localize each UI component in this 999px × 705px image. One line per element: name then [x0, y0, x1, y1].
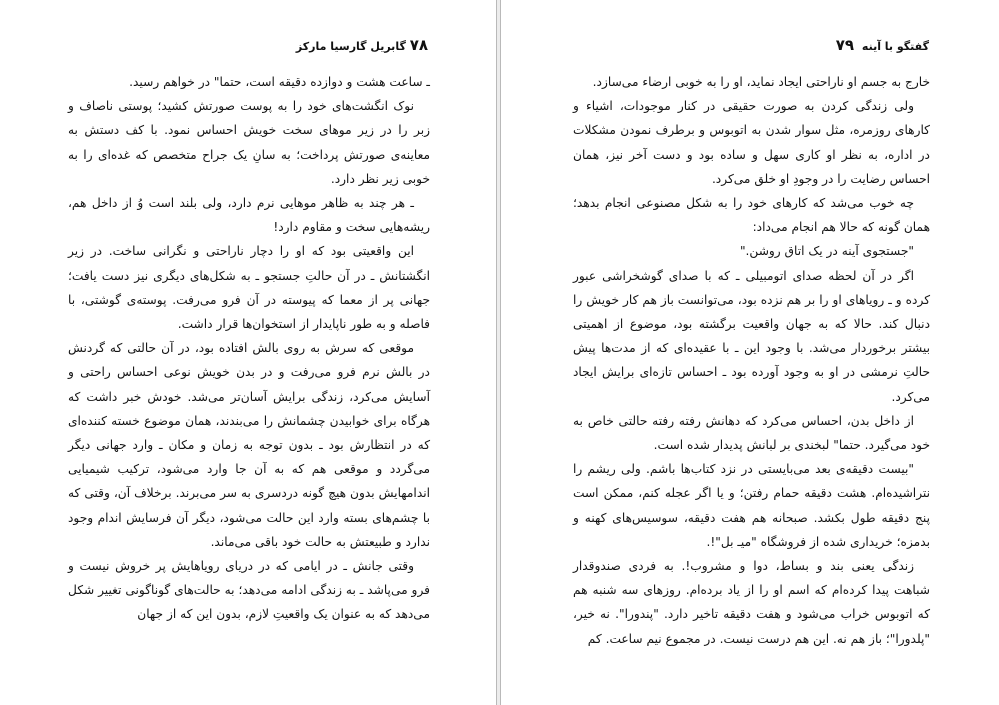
left-page-number: ۷۸	[409, 36, 428, 54]
paragraph: "جستجوی آینه در یک اتاق روشن."	[739, 244, 914, 259]
right-page-number: ۷۹	[835, 36, 855, 54]
paragraph: خارج به جسم او ناراحتی ایجاد نماید، او را به خوبی ارضاء می‌سازد.	[592, 75, 930, 89]
paragraph: ولی زندگی کردن به صورت حقیقی در کنار موجودات، اشیاء و کارهای روزمره، مثل سوار شدن به اتوبوس و برطرف نمودن مشکلات در اداره، به نظر او کاری سهل و ساده بود و دست آخر نیز، همان احساس رضایت را در وجودِ او خلق می‌کرد.	[573, 99, 930, 186]
right-page-body	[573, 70, 930, 651]
right-page	[500, 0, 999, 705]
right-running-title: گفتگو با آینه	[861, 40, 929, 53]
paragraph: ـ هر چند به ظاهر موهایی نرم دارد، ولی بلند است وُ از داخل هم، ریشه‌هایی سخت و مقاوم دارد!	[68, 196, 430, 235]
paragraph: اگر در آن لحظه صدای اتومبیلی ـ که با صدای گوشخراشی عبور کرده و ـ رویاهای او را بر هم نزده بود، می‌توانست باز هم کار خویش را دنبال کند. حالا که به جهان واقعیت برگشته بود، موضوع از اهمیتی بیشتر برخوردار می‌شد. با وجود این ـ با عقیده‌ای که از مدت‌ها پیش حالتِ نرمشی در او به وجود آورده بود ـ احساس تازه‌ای برایش ایجاد می‌کرد.	[573, 268, 930, 404]
paragraph: "بیست دقیقه‌ی بعد می‌بایستی در نزد کتاب‌ها باشم. ولی ریشم را نتراشیده‌ام. هشت دقیقه حمام رفتن؛ و یا اگر عجله کنم، ممکن است پنج دقیقه طول بکشد. صبحانه هم هفت دقیقه، سوسیس‌های کهنه و بدمزه؛ خریداری شده از فروشگاه "میـ بل"!.	[573, 462, 930, 549]
paragraph: ـ ساعت هشت و دوازده دقیقه است، حتما" در خواهم رسید.	[129, 75, 430, 89]
left-page	[0, 0, 497, 705]
paragraph: از داخل بدن، احساس می‌کرد که دهانش رفته رفته حالتی خاص به خود می‌گیرد. حتما" لبخندی بر لبانش پدیدار شده است.	[573, 413, 930, 453]
left-page-body	[68, 70, 430, 627]
paragraph: این واقعیتی بود که او را دچار ناراحتی و نگرانی ساخت. در زیر انگشتانش ـ در آن حالتِ جستجو ـ به شکل‌های دیگری نیز دست یافت؛ جهانی پر از معما که پیوسته در آن فرو می‌رفت. پوسته‌ی گوشتی، با فاصله و به طور ناپایدار از استخوان‌ها قرار داشت.	[68, 244, 430, 332]
left-page-header	[296, 36, 432, 54]
right-page-header	[836, 36, 929, 54]
paragraph: چه خوب می‌شد که کارهای خود را به شکل مصنوعی انجام بدهد؛ همان گونه که حالا هم انجام می‌داد:	[573, 196, 930, 235]
paragraph: موقعی که سرش به روی بالش افتاده بود، در آن حالتی که گردنش در بالش نرم فرو می‌رفت و در بدن خویش نوعی احساس راحتی و آسایش می‌کرد، زندگی برایش آسان‌تر می‌شد. خودش خبر داشت که هرگاه برای خوابیدن چشمانش را می‌بندند، همان موضوع خسته کننده‌ای که در انتظارش بود ـ بدون توجه به زمان و مکان ـ وارد جهانی دیگر می‌گردد و موقعی هم که به آن جا وارد می‌شود، ترکیب شیمیایی اندامهایش بدون هیچ گونه دردسری به سر می‌برند. برخلاف آن، وقتی که با چشم‌های بسته وارد این حالت می‌شود، دیگر آن فرسایش اندام وجود ندارد و طبیعتش به حالت خود باقی می‌ماند.	[68, 341, 430, 549]
left-running-title: گابریل گارسیا مارکز	[295, 40, 406, 53]
paragraph: نوک انگشت‌های خود را به پوست صورتش کشید؛ پوستی ناصاف و زبر را در زیر موهای سخت خویش احساس نمود. با کف دستش به معاینه‌ی صورتش پرداخت؛ به سانِ یک جراح متخصص که غده‌ای را به خوبی زیر نظر دارد.	[68, 99, 430, 186]
paragraph: زندگی یعنی بند و بساط، دوا و مشروب!. به فردی صندوقدار شباهت پیدا کرده‌ام که اسم او را از یاد برده‌ام. روزهای سه شنبه هم که اتوبوس خراب می‌شود و هفت دقیقه تاخیر دارد. "پندورا". نه خیر، "پلدورا"؛ باز هم نه. این هم درست نیست. در مجموع نیم ساعت. کم	[573, 559, 930, 646]
paragraph: وقتی جانش ـ در ایامی که در دریای رویاهایش پر خروش نیست و فرو می‌پاشد ـ به زندگی ادامه می‌دهد؛ به حالت‌های گوناگونی تغییر شکل می‌دهد که به عنوان یک واقعیتِ لازم، بدون این که از جهان	[68, 559, 430, 622]
